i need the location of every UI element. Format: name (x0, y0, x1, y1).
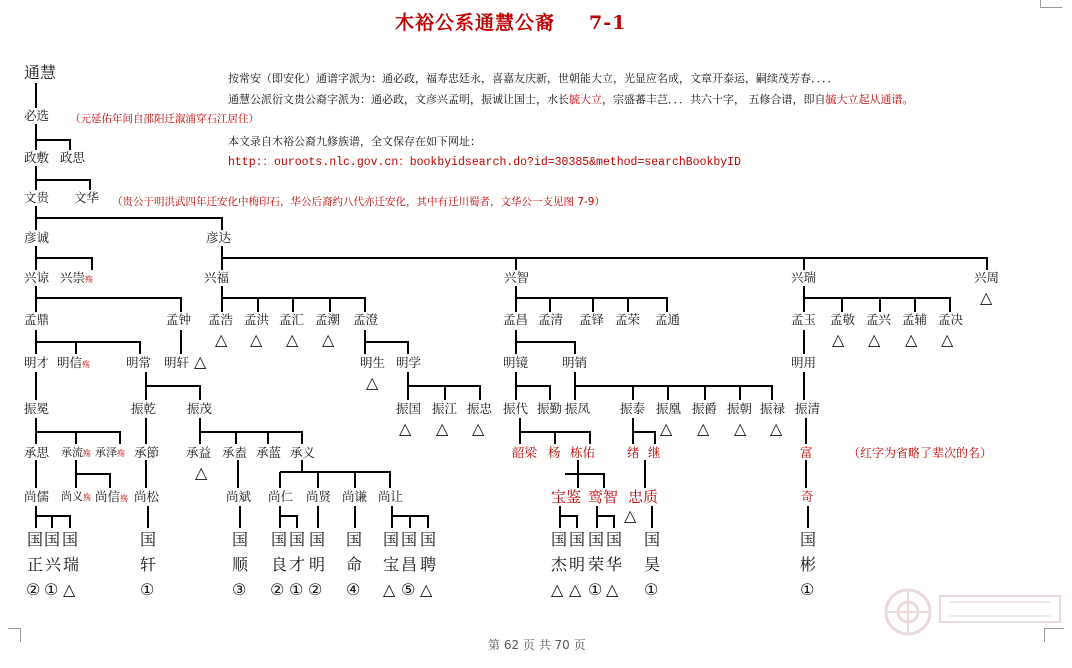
given-name: 良 (271, 555, 288, 574)
person-zhongzhi: 忠质 (628, 488, 659, 506)
no-heir-mark: △ (194, 352, 207, 371)
person-guo: 国 (232, 530, 249, 549)
given-name: 彬 (800, 555, 817, 574)
person-shaoliang: 韶梁 (512, 445, 538, 460)
person-zhenqian: 振乾 (131, 401, 157, 416)
person-mengzhong: 孟钟 (166, 312, 192, 327)
note-line-1: 按常安（即安化）通谱字派为：通必政，福寿忠廷永，喜嘉友庆新，世朝能大立，光显应名成，文章开泰运，嗣续茂芳春．．．． (228, 72, 839, 85)
given-name: 华 (606, 555, 623, 574)
person-ji: 继 (648, 445, 661, 460)
person-guo: 国 (346, 530, 363, 549)
person-mengfu: 孟辅 (902, 312, 928, 327)
person-mingsheng: 明生 (360, 355, 386, 370)
person-shangxin (95, 490, 128, 506)
person-zhenjue: 振爵 (692, 401, 718, 416)
no-heir-mark: △ (832, 330, 845, 349)
given-name: 明 (309, 555, 326, 574)
note-line-2a: 通慧公派衍文贵公裔字派为：通必政，文彦兴孟明，振诚让国士，水长 (228, 93, 569, 106)
person-mengjue: 孟决 (938, 312, 964, 327)
person-xingrui: 兴瑞 (791, 270, 817, 285)
died-young-mark: 殇 (117, 449, 125, 458)
person-tonghui: 通慧 (24, 63, 57, 82)
person-guo: 国 (401, 530, 418, 549)
given-name: 明 (569, 555, 586, 574)
person-yancheng: 彦诚 (24, 230, 50, 245)
person-menghao: 孟浩 (208, 312, 234, 327)
person-guo: 国 (606, 530, 623, 549)
no-heir-mark: △ (399, 419, 412, 438)
no-heir-mark: △ (436, 419, 449, 438)
annotation-wengui: （贵公于明洪武四年迁安化中梅印石，华公后裔约八代亦迁安化，其中有迁川蜀者，文华公一支见图 7-9） (112, 196, 605, 208)
no-heir-mark: △ (905, 330, 918, 349)
person-menghui: 孟汇 (279, 312, 305, 327)
no-heir-mark: △ (472, 419, 485, 438)
person-guo: 国 (289, 530, 306, 549)
child-count-mark: ② (270, 580, 285, 599)
person-mingxin-name: 明信 (57, 355, 83, 370)
person-chenglan: 承蓝 (256, 445, 282, 460)
annotation-red-names: （红字为省略了辈次的名） (848, 446, 993, 460)
person-shangqian: 尚谦 (342, 489, 368, 504)
person-mengchang: 孟昌 (503, 312, 529, 327)
person-mingjing: 明镜 (503, 355, 529, 370)
no-heir-mark: △ (250, 330, 263, 349)
note-line-2c: ，宗盛蕃丰芑．．．共六十字， 五修合谱，即自 (602, 93, 826, 106)
no-heir-mark: △ (569, 580, 582, 599)
died-young-mark: 殇 (82, 360, 91, 369)
person-chengsi: 承思 (24, 445, 50, 460)
person-guo: 国 (62, 530, 79, 549)
given-name: 顺 (232, 555, 249, 574)
person-xingliang: 兴谅 (24, 270, 50, 285)
child-count-mark: ① (289, 580, 304, 599)
person-mingxiao: 明销 (562, 355, 588, 370)
given-name: 命 (346, 555, 363, 574)
note-line-2d: 毓大立起从通谱 (825, 93, 903, 106)
person-mengqing: 孟清 (538, 312, 564, 327)
given-name: 才 (289, 555, 306, 574)
died-young-mark: 殇 (83, 493, 91, 502)
person-zhenguo: 振国 (396, 401, 422, 416)
child-count-mark: ② (26, 580, 41, 599)
person-chenggai: 承盍 (222, 445, 248, 460)
given-name: 杰 (551, 555, 568, 574)
no-heir-mark: △ (195, 463, 208, 482)
person-xingchong-name: 兴崇 (60, 270, 86, 285)
person-guo: 国 (569, 530, 586, 549)
source-url[interactable]: http:：ouroots.nlc.gov.cn：bookbyidsearch.do?id=30385&method=searchBookbyID (228, 156, 741, 169)
given-name: 昌 (401, 555, 418, 574)
child-count-mark: ③ (232, 580, 247, 599)
tree-connectors (36, 83, 987, 528)
person-qi: 奇 (801, 489, 814, 504)
person-fu: 富 (800, 445, 813, 460)
person-guo: 国 (140, 530, 157, 549)
person-zhenmian: 振冕 (24, 401, 50, 416)
no-heir-mark: △ (322, 330, 335, 349)
person-mingyong: 明用 (791, 355, 817, 370)
person-wenhua: 文华 (74, 190, 100, 205)
person-zhenqin: 振勤 (537, 401, 563, 416)
no-heir-mark: △ (697, 419, 710, 438)
person-zhuyou: 栋佑 (570, 445, 596, 460)
person-guo: 国 (551, 530, 568, 549)
given-name: 宝 (383, 555, 400, 574)
no-heir-mark: △ (734, 419, 747, 438)
person-wengui: 文贵 (24, 190, 50, 205)
person-bixuan: 必选 (24, 108, 50, 123)
person-guo: 国 (383, 530, 400, 549)
died-young-mark: 殇 (120, 494, 129, 503)
person-shangyi (61, 490, 91, 505)
person-mengcheng: 孟澄 (353, 312, 379, 327)
given-name: 聘 (420, 555, 437, 574)
given-name: 瑞 (63, 555, 80, 574)
person-zhengfu: 政敷 (24, 150, 50, 165)
person-luanzhi: 鸾智 (588, 488, 619, 506)
given-name: 兴 (45, 555, 62, 574)
person-mingcai: 明才 (24, 355, 50, 370)
person-mengding: 孟鼎 (24, 312, 50, 327)
person-zhenfeng2: 振凰 (656, 401, 682, 416)
person-chengliu (61, 446, 91, 461)
died-young-mark: 殇 (85, 275, 94, 284)
crop-mark (8, 628, 21, 629)
note-line-2b: 毓大立 (569, 93, 602, 106)
person-shangrang: 尚让 (378, 489, 404, 504)
crop-mark (20, 628, 21, 642)
person-zhenlu: 振禄 (760, 401, 786, 416)
person-mingxue: 明学 (396, 355, 422, 370)
note-line-2e: 。 (902, 93, 914, 106)
no-heir-mark: △ (383, 580, 396, 599)
title-text: 木裕公系通慧公裔 (395, 12, 556, 34)
person-guo: 国 (800, 530, 817, 549)
child-count-mark: ② (308, 580, 323, 599)
person-chengze (95, 446, 125, 461)
person-mingxin (57, 356, 90, 372)
no-heir-mark: △ (420, 580, 433, 599)
person-shangren: 尚仁 (268, 489, 294, 504)
no-heir-mark: △ (624, 506, 637, 525)
note-line-3: 本文录自木裕公裔九修族谱，全文保存在如下网址： (228, 135, 481, 148)
person-mingchang: 明常 (126, 355, 152, 370)
no-heir-mark: △ (551, 580, 564, 599)
child-count-mark: ① (588, 580, 603, 599)
no-heir-mark: △ (980, 288, 993, 307)
no-heir-mark: △ (941, 330, 954, 349)
watermark-logo (880, 582, 1070, 642)
person-xu: 绪 (627, 445, 640, 460)
child-count-mark: ① (800, 580, 815, 599)
person-guo: 国 (644, 530, 661, 549)
person-xingchong (60, 271, 93, 287)
person-mengtong: 孟通 (655, 312, 681, 327)
person-zhenmao: 振茂 (187, 401, 213, 416)
person-yang: 杨 (548, 445, 561, 460)
no-heir-mark: △ (63, 580, 76, 599)
person-xingfu: 兴福 (204, 270, 230, 285)
person-zhenzhong: 振忠 (467, 401, 493, 416)
person-guo: 国 (309, 530, 326, 549)
person-xingzhou: 兴周 (974, 270, 1000, 285)
child-count-mark: ① (140, 580, 155, 599)
person-zhendai: 振代 (503, 401, 529, 416)
person-menghong: 孟洪 (244, 312, 270, 327)
no-heir-mark: △ (770, 419, 783, 438)
given-name: 昊 (644, 555, 661, 574)
page-code: 7-1 (589, 12, 627, 34)
person-shangbin: 尚斌 (226, 489, 252, 504)
no-heir-mark: △ (660, 419, 673, 438)
person-zhenjiang: 振江 (432, 401, 458, 416)
person-shangxian: 尚贤 (306, 489, 332, 504)
no-heir-mark: △ (286, 330, 299, 349)
person-mingxuan: 明轩 (164, 355, 190, 370)
no-heir-mark: △ (366, 373, 379, 392)
given-name: 轩 (140, 555, 157, 574)
person-guo: 国 (420, 530, 437, 549)
person-shangxin-name: 尚信 (95, 489, 121, 504)
child-count-mark: ⑤ (401, 580, 416, 599)
crop-mark (1040, 7, 1062, 8)
person-zhengsi: 政思 (60, 150, 86, 165)
person-yanda: 彦达 (206, 230, 232, 245)
person-mengchao: 孟潮 (315, 312, 341, 327)
person-chengze-name: 承泽 (95, 446, 117, 459)
person-chengliu-name: 承流 (61, 446, 83, 459)
person-xingzhi: 兴智 (504, 270, 530, 285)
no-heir-mark: △ (868, 330, 881, 349)
no-heir-mark: △ (215, 330, 228, 349)
given-name: 荣 (588, 555, 605, 574)
person-guo: 国 (44, 530, 61, 549)
person-zhenchao: 振朝 (727, 401, 753, 416)
no-heir-mark: △ (606, 580, 619, 599)
person-shangru: 尚儒 (24, 489, 50, 504)
person-mengxing: 孟兴 (866, 312, 892, 327)
child-count-mark: ④ (346, 580, 361, 599)
died-young-mark: 殇 (83, 449, 91, 458)
person-mengjing: 孟敬 (830, 312, 856, 327)
person-shangyi-name: 尚义 (61, 490, 83, 503)
person-chengyi2: 承义 (290, 445, 316, 460)
person-mengyu: 孟玉 (791, 312, 817, 327)
person-mengduo: 孟铎 (579, 312, 605, 327)
person-shangsong: 尚松 (134, 489, 160, 504)
person-zhenqing: 振清 (795, 401, 821, 416)
person-guo: 国 (271, 530, 288, 549)
annotation-bixuan: （元延佑年间自邵阳迁溆浦穿石江居住） (70, 113, 259, 125)
child-count-mark: ① (44, 580, 59, 599)
person-baojian: 宝鉴 (551, 488, 582, 506)
person-zhentai: 振泰 (620, 401, 646, 416)
person-guo: 国 (588, 530, 605, 549)
person-mengrong: 孟荣 (615, 312, 641, 327)
given-name: 正 (27, 555, 44, 574)
person-chengjie: 承節 (134, 445, 160, 460)
person-chengyi1: 承益 (186, 445, 212, 460)
person-zhenfeng: 振凤 (565, 401, 591, 416)
person-guo: 国 (27, 530, 44, 549)
page-footer: 第 62 页 共 70 页 (488, 638, 586, 652)
child-count-mark: ① (644, 580, 659, 599)
